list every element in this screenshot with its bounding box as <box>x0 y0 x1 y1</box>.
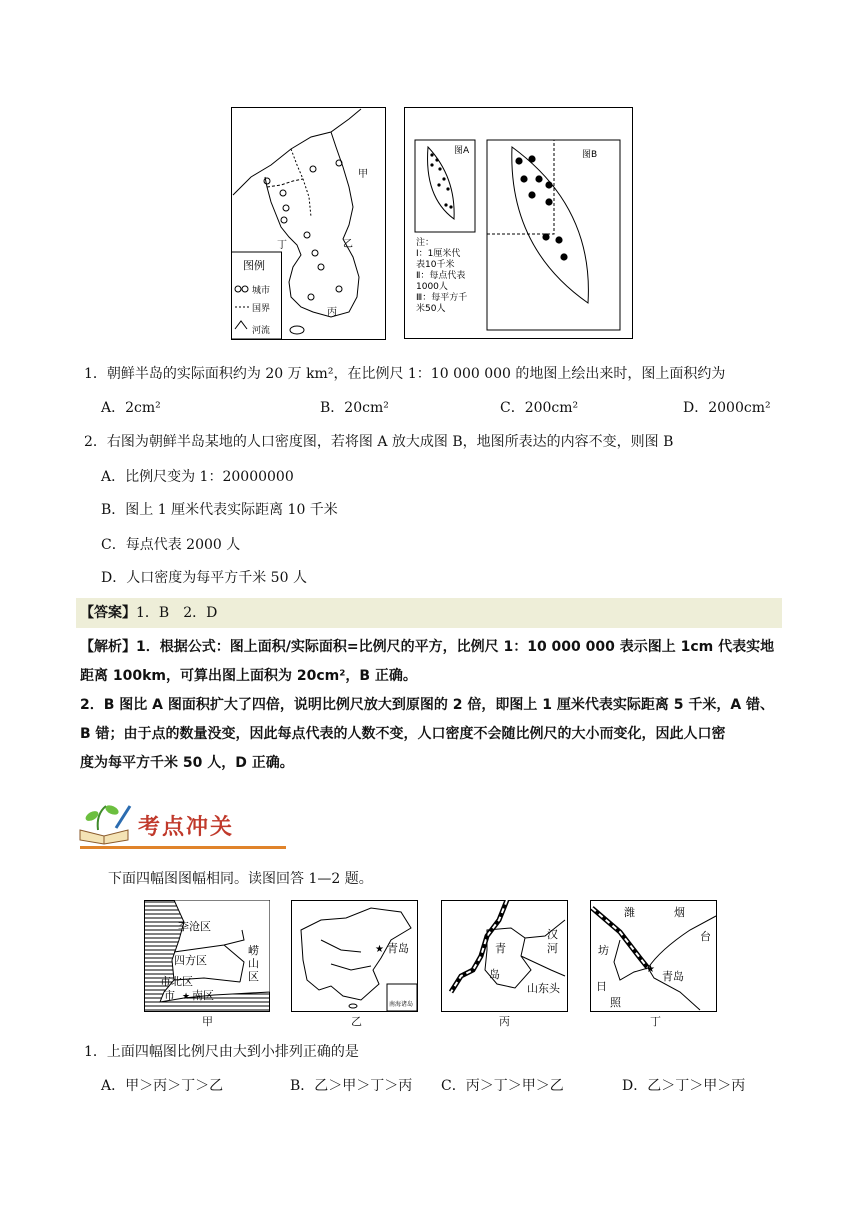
svg-text:照: 照 <box>610 996 621 1009</box>
map-jia <box>144 900 270 1028</box>
explanation-line-3: 2．B 图比 A 图面积扩大了四倍，说明比例尺放大到原图的 2 倍，即图上 1 厘米代表实际距离 5 千米，A 错、 <box>80 697 775 713</box>
svg-text:汉: 汉 <box>547 928 558 941</box>
map-ding <box>590 900 717 1028</box>
svg-text:注：: 注： <box>416 238 435 248</box>
label-jia: 甲 <box>358 169 368 180</box>
svg-text:四方区: 四方区 <box>174 954 207 967</box>
svg-text:国界: 国界 <box>252 304 271 314</box>
q3-option-a: A．甲＞丙＞丁＞乙 <box>101 1078 224 1094</box>
section-header <box>76 800 286 850</box>
q3-option-b: B．乙＞甲＞丁＞丙 <box>290 1078 413 1094</box>
svg-text:李沧区: 李沧区 <box>178 920 211 933</box>
explanation-line-5: 度为每平方千米 50 人，D 正确。 <box>80 755 294 771</box>
svg-text:潍: 潍 <box>624 906 635 919</box>
svg-text:丁: 丁 <box>277 240 287 251</box>
q2-option-a: A．比例尺变为 1：20000000 <box>101 469 294 485</box>
svg-text:米50人: 米50人 <box>416 304 446 314</box>
svg-text:乙: 乙 <box>343 239 353 250</box>
q2-option-c: C．每点代表 2000 人 <box>101 537 241 553</box>
question-1-stem: 1．朝鲜半岛的实际面积约为 20 万 km²，在比例尺 1：10 000 000 的地图上绘出来时，图上面积约为 <box>84 366 726 382</box>
answer-label: 【答案】 <box>80 605 136 621</box>
q2-option-d: D．人口密度为每平方千米 50 人 <box>101 570 307 586</box>
svg-text:★: ★ <box>646 964 655 975</box>
svg-text:烟: 烟 <box>674 906 685 919</box>
svg-text:台: 台 <box>700 930 711 943</box>
map-ding-caption: 丁 <box>650 1015 661 1028</box>
svg-text:崂: 崂 <box>248 944 259 957</box>
svg-text:★: ★ <box>375 944 384 955</box>
population-density-figure <box>404 107 633 339</box>
korea-map-figure <box>231 107 386 340</box>
svg-text:坊: 坊 <box>598 944 609 957</box>
svg-text:日: 日 <box>596 980 607 993</box>
explanation-line-1: 【解析】1．根据公式：图上面积/实际面积=比例尺的平方，比例尺 1：10 000 000 表示图上 1cm 代表实地 <box>80 639 775 655</box>
answer-line <box>80 603 217 623</box>
map-bing-caption: 丙 <box>499 1015 510 1028</box>
svg-text:市北区: 市北区 <box>160 975 193 988</box>
question-3-stem: 1．上面四幅图比例尺由大到小排列正确的是 <box>84 1044 359 1060</box>
q3-option-c: C．丙＞丁＞甲＞乙 <box>441 1078 564 1094</box>
intro-text: 下面四幅图图幅相同。读图回答 1—2 题。 <box>108 871 373 887</box>
svg-text:河: 河 <box>547 942 558 955</box>
explanation-line-4: B 错；由于点的数量没变，因此每点代表的人数不变，人口密度不会随比例尺的大小而变化，因此人口密 <box>80 726 726 742</box>
svg-text:图B: 图B <box>582 150 598 160</box>
svg-text:青岛: 青岛 <box>387 942 409 955</box>
svg-text:★: ★ <box>182 992 191 1002</box>
q1-option-a: A．2cm² <box>101 400 161 416</box>
map-yi-caption: 乙 <box>351 1015 362 1028</box>
svg-text:1000人: 1000人 <box>416 282 448 292</box>
question-2-stem: 2．右图为朝鲜半岛某地的人口密度图，若将图 A 放大成图 B，地图所表达的内容不变，则图 B <box>84 434 674 450</box>
svg-text:岛: 岛 <box>489 968 500 981</box>
svg-text:南区: 南区 <box>192 989 214 1002</box>
svg-text:城市: 城市 <box>252 286 271 296</box>
q1-option-b: B．20cm² <box>320 400 389 416</box>
explanation <box>80 633 774 778</box>
svg-text:河流: 河流 <box>252 326 271 336</box>
book-icon <box>76 800 136 846</box>
q1-option-d: D．2000cm² <box>683 400 771 416</box>
map-bing <box>441 900 568 1028</box>
svg-text:区: 区 <box>248 970 259 983</box>
svg-text:Ⅰ：1厘米代: Ⅰ：1厘米代 <box>416 249 461 259</box>
q3-option-d: D．乙＞丁＞甲＞丙 <box>622 1078 746 1094</box>
svg-text:Ⅲ：每平方千: Ⅲ：每平方千 <box>416 293 468 303</box>
svg-text:图例: 图例 <box>243 259 265 272</box>
map-jia-caption: 甲 <box>202 1015 213 1028</box>
svg-text:山: 山 <box>248 957 259 970</box>
svg-text:青岛: 青岛 <box>662 970 684 983</box>
svg-text:Ⅱ：每点代表: Ⅱ：每点代表 <box>416 271 466 281</box>
answer-text: 1．B 2．D <box>136 605 218 621</box>
q2-option-b: B．图上 1 厘米代表实际距离 10 千米 <box>101 502 338 518</box>
map-yi <box>291 900 418 1028</box>
svg-text:山东头: 山东头 <box>527 982 560 995</box>
svg-text:青: 青 <box>495 942 506 955</box>
q1-option-c: C．200cm² <box>500 400 579 416</box>
section-underline <box>80 846 286 849</box>
svg-text:南海诸岛: 南海诸岛 <box>389 1001 414 1008</box>
svg-text:丙: 丙 <box>327 307 337 318</box>
section-title: 考点冲关 <box>138 815 235 840</box>
explanation-line-2: 距离 100km，可算出图上面积为 20cm²，B 正确。 <box>80 668 417 684</box>
svg-text:市: 市 <box>164 989 175 1002</box>
svg-text:图A: 图A <box>454 146 470 156</box>
svg-text:表10千米: 表10千米 <box>416 260 455 270</box>
